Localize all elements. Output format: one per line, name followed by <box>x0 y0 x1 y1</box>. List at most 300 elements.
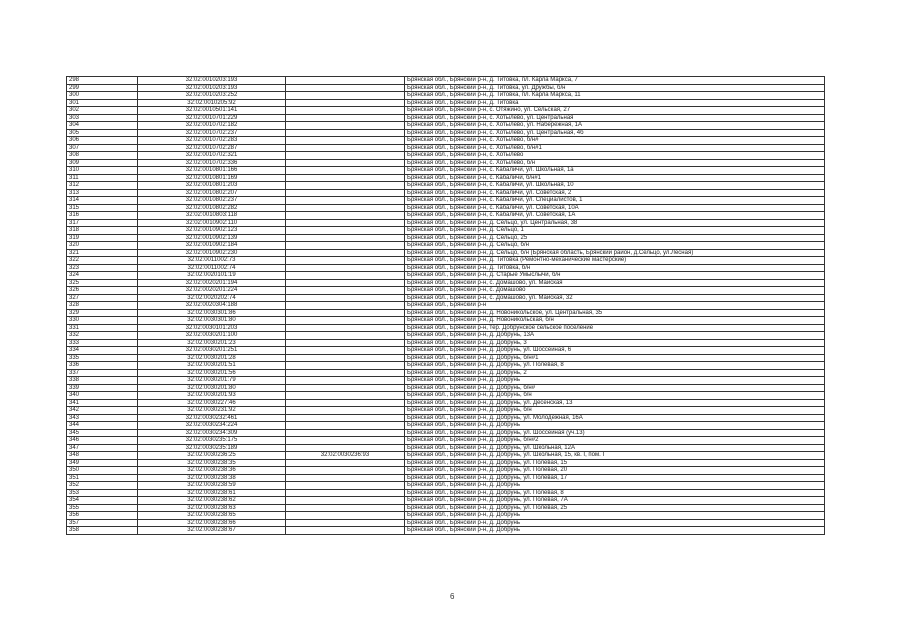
row-number-cell: 324 <box>67 272 138 280</box>
row-number-cell: 298 <box>67 77 138 85</box>
address-cell: Брянская обл., Брянский р-н, с. Кабаличи, ул. Советская, 1А <box>405 212 825 220</box>
cadastral-number-cell: 32:02:0030201:93 <box>138 392 286 400</box>
cadastral-number-cell: 32:02:0010702:287 <box>138 144 286 152</box>
cadastral-number-cell: 32:02:0030238:66 <box>138 519 286 527</box>
row-number-cell: 321 <box>67 249 138 257</box>
cadastral-number-cell: 32:02:0030234:224 <box>138 422 286 430</box>
table-row <box>67 467 825 475</box>
table-row <box>67 174 825 182</box>
row-number-cell: 319 <box>67 234 138 242</box>
table-row <box>67 212 825 220</box>
row-number-cell: 332 <box>67 332 138 340</box>
table-row <box>67 422 825 430</box>
cadastral-number-cell: 32:02:0010801:169 <box>138 174 286 182</box>
address-cell: Брянская обл., Брянский р-н, д. Сельцо, 1 <box>405 227 825 235</box>
cadastral-number-cell: 32:02:0010203:252 <box>138 92 286 100</box>
address-cell: Брянская обл., Брянский р-н, д. Добрунь, б/н#2 <box>405 437 825 445</box>
address-cell: Брянская обл., Брянский р-н, с. Хотылево, ул. Центральная <box>405 114 825 122</box>
address-cell: Брянская обл., Брянский р-н, д. Добрунь, б/н#1 <box>405 354 825 362</box>
row-number-cell: 301 <box>67 99 138 107</box>
cadastral-number-cell: 32:02:0010902:184 <box>138 242 286 250</box>
cadastral-number-cell: 32:02:0030238:35 <box>138 459 286 467</box>
row-number-cell: 320 <box>67 242 138 250</box>
table-row <box>67 99 825 107</box>
table-row <box>67 437 825 445</box>
table-row <box>67 279 825 287</box>
address-cell: Брянская обл., Брянский р-н, тер. Добрунское сельское поселение <box>405 324 825 332</box>
address-cell: Брянская обл., Брянский р-н, д. Добрунь, ул. Полевая, 15 <box>405 459 825 467</box>
related-cadastral-number-cell <box>286 159 405 167</box>
row-number-cell: 313 <box>67 189 138 197</box>
table-row <box>67 197 825 205</box>
row-number-cell: 315 <box>67 204 138 212</box>
related-cadastral-number-cell <box>286 92 405 100</box>
address-cell: Брянская обл., Брянский р-н, д. Добрунь, 3 <box>405 339 825 347</box>
table-row <box>67 497 825 505</box>
cadastral-number-cell: 32:02:0030238:59 <box>138 482 286 490</box>
address-cell: Брянская обл., Брянский р-н, с. Кабаличи, ул. Специалистов, 1 <box>405 197 825 205</box>
cadastral-number-cell: 32:02:0010205:92 <box>138 99 286 107</box>
row-number-cell: 325 <box>67 279 138 287</box>
related-cadastral-number-cell <box>286 264 405 272</box>
related-cadastral-number-cell <box>286 482 405 490</box>
address-cell: Брянская обл., Брянский р-н, д. Сельцо, 25 <box>405 234 825 242</box>
address-cell: Брянская обл., Брянский р-н, д. Сельцо, ул. Центральная, 38 <box>405 219 825 227</box>
row-number-cell: 331 <box>67 324 138 332</box>
cadastral-number-cell: 32:02:0010902:139 <box>138 234 286 242</box>
related-cadastral-number-cell <box>286 324 405 332</box>
related-cadastral-number-cell <box>286 279 405 287</box>
address-cell: Брянская обл., Брянский р-н, д. Сельцо, б/н <box>405 242 825 250</box>
table-row <box>67 362 825 370</box>
table-row <box>67 347 825 355</box>
cadastral-number-cell: 32:02:0010203:193 <box>138 84 286 92</box>
cadastral-number-cell: 32:02:0010702:182 <box>138 122 286 130</box>
table-row <box>67 512 825 520</box>
cadastral-number-cell: 32:02:0030201:100 <box>138 332 286 340</box>
address-cell: Брянская обл., Брянский р-н, с. Хотылево, б/н#1 <box>405 144 825 152</box>
related-cadastral-number-cell <box>286 189 405 197</box>
address-cell: Брянская обл., Брянский р-н, д. Добрунь, б/н <box>405 407 825 415</box>
related-cadastral-number-cell <box>286 257 405 265</box>
row-number-cell: 345 <box>67 429 138 437</box>
related-cadastral-number-cell <box>286 459 405 467</box>
table-row <box>67 414 825 422</box>
row-number-cell: 303 <box>67 114 138 122</box>
related-cadastral-number-cell <box>286 84 405 92</box>
cadastral-number-cell: 32:02:0020202:74 <box>138 294 286 302</box>
related-cadastral-number-cell <box>286 392 405 400</box>
address-cell: Брянская обл., Брянский р-н, д. Титовка, б/н <box>405 264 825 272</box>
related-cadastral-number-cell <box>286 362 405 370</box>
cadastral-number-cell: 32:02:0010702:321 <box>138 152 286 160</box>
address-cell: Брянская обл., Брянский р-н, с. Хотылево, ул. Центральная, 4б <box>405 129 825 137</box>
row-number-cell: 310 <box>67 167 138 175</box>
address-cell: Брянская обл., Брянский р-н, д. Добрунь, ул. Полевая, 17 <box>405 474 825 482</box>
related-cadastral-number-cell <box>286 474 405 482</box>
table-row <box>67 452 825 460</box>
row-number-cell: 338 <box>67 377 138 385</box>
related-cadastral-number-cell <box>286 249 405 257</box>
table-row <box>67 489 825 497</box>
table-row <box>67 324 825 332</box>
related-cadastral-number-cell <box>286 294 405 302</box>
address-cell: Брянская обл., Брянский р-н, д. Сельцо, б/н (Брянская область, Брянский район, д.Сельцо, ул.Лесная) <box>405 249 825 257</box>
table-row <box>67 182 825 190</box>
related-cadastral-number-cell <box>286 309 405 317</box>
address-cell: Брянская обл., Брянский р-н, д. Добрунь <box>405 422 825 430</box>
cadastral-number-cell: 32:02:0011002:73 <box>138 257 286 265</box>
cadastral-number-cell: 32:02:0010902:123 <box>138 227 286 235</box>
table-row <box>67 114 825 122</box>
row-number-cell: 322 <box>67 257 138 265</box>
row-number-cell: 353 <box>67 489 138 497</box>
row-number-cell: 323 <box>67 264 138 272</box>
row-number-cell: 356 <box>67 512 138 520</box>
address-cell: Брянская обл., Брянский р-н, с. Хотылево <box>405 152 825 160</box>
related-cadastral-number-cell <box>286 182 405 190</box>
cadastral-number-cell: 32:02:0010801:166 <box>138 167 286 175</box>
related-cadastral-number-cell <box>286 122 405 130</box>
address-cell: Брянская обл., Брянский р-н, с. Хотылево, б/н <box>405 159 825 167</box>
address-cell: Брянская обл., Брянский р-н, с. Кабаличи, ул. Школьная, 10 <box>405 182 825 190</box>
cadastral-number-cell: 32:02:0030238:62 <box>138 497 286 505</box>
related-cadastral-number-cell <box>286 489 405 497</box>
cadastral-number-cell: 32:02:0020201:194 <box>138 279 286 287</box>
cadastral-number-cell: 32:02:0010803:118 <box>138 212 286 220</box>
table-row <box>67 399 825 407</box>
row-number-cell: 343 <box>67 414 138 422</box>
table-row <box>67 107 825 115</box>
address-cell: Брянская обл., Брянский р-н, д. Добрунь, ул. Полевая, 7А <box>405 497 825 505</box>
cadastral-number-cell: 32:02:0030301:86 <box>138 309 286 317</box>
cadastral-number-cell: 32:02:0030231:92 <box>138 407 286 415</box>
row-number-cell: 299 <box>67 84 138 92</box>
address-cell: Брянская обл., Брянский р-н, д. Титовка (Ремонтно-механические мастерские) <box>405 257 825 265</box>
row-number-cell: 347 <box>67 444 138 452</box>
table-row <box>67 189 825 197</box>
address-cell: Брянская обл., Брянский р-н, д. Добрунь <box>405 377 825 385</box>
table-row <box>67 204 825 212</box>
row-number-cell: 344 <box>67 422 138 430</box>
row-number-cell: 312 <box>67 182 138 190</box>
page-number: 6 <box>450 592 455 601</box>
row-number-cell: 327 <box>67 294 138 302</box>
related-cadastral-number-cell <box>286 152 405 160</box>
address-cell: Брянская обл., Брянский р-н, с. Кабаличи, б/н#1 <box>405 174 825 182</box>
cadastral-number-cell: 32:02:0030238:36 <box>138 467 286 475</box>
row-number-cell: 309 <box>67 159 138 167</box>
related-cadastral-number-cell <box>286 414 405 422</box>
row-number-cell: 308 <box>67 152 138 160</box>
cadastral-number-cell: 32:02:0030201:56 <box>138 369 286 377</box>
address-cell: Брянская обл., Брянский р-н, д. Добрунь, ул. Полевая, 20 <box>405 467 825 475</box>
related-cadastral-number-cell <box>286 467 405 475</box>
table-row <box>67 354 825 362</box>
cadastral-number-cell: 32:02:0030238:63 <box>138 504 286 512</box>
row-number-cell: 326 <box>67 287 138 295</box>
cadastral-number-cell: 32:02:0030234:309 <box>138 429 286 437</box>
address-cell: Брянская обл., Брянский р-н, д. Добрунь <box>405 527 825 535</box>
cadastral-number-cell: 32:02:0010902:230 <box>138 249 286 257</box>
row-number-cell: 340 <box>67 392 138 400</box>
related-cadastral-number-cell <box>286 227 405 235</box>
row-number-cell: 317 <box>67 219 138 227</box>
row-number-cell: 329 <box>67 309 138 317</box>
row-number-cell: 306 <box>67 137 138 145</box>
cadastral-number-cell: 32:02:0030238:65 <box>138 512 286 520</box>
row-number-cell: 339 <box>67 384 138 392</box>
row-number-cell: 348 <box>67 452 138 460</box>
table-row <box>67 84 825 92</box>
table-row <box>67 137 825 145</box>
table-row <box>67 444 825 452</box>
address-cell: Брянская обл., Брянский р-н, с. Домашово <box>405 287 825 295</box>
cadastral-number-cell: 32:02:0010702:283 <box>138 137 286 145</box>
row-number-cell: 316 <box>67 212 138 220</box>
table-row <box>67 317 825 325</box>
related-cadastral-number-cell <box>286 504 405 512</box>
address-cell: Брянская обл., Брянский р-н, д. Титовка <box>405 99 825 107</box>
address-cell: Брянская обл., Брянский р-н, д. Добрунь, ул. Шоссейная, 6 <box>405 347 825 355</box>
related-cadastral-number-cell <box>286 377 405 385</box>
row-number-cell: 304 <box>67 122 138 130</box>
cadastral-number-cell: 32:02:0020201:224 <box>138 287 286 295</box>
row-number-cell: 349 <box>67 459 138 467</box>
address-cell: Брянская обл., Брянский р-н, д. Добрунь, ул. Десенская, 13 <box>405 399 825 407</box>
address-cell: Брянская обл., Брянский р-н, д. Добрунь, ул. Школьная, 12А <box>405 444 825 452</box>
related-cadastral-number-cell <box>286 272 405 280</box>
address-cell: Брянская обл., Брянский р-н, с. Хотылево, б/н# <box>405 137 825 145</box>
table-row <box>67 377 825 385</box>
related-cadastral-number-cell <box>286 512 405 520</box>
related-cadastral-number-cell <box>286 129 405 137</box>
related-cadastral-number-cell <box>286 407 405 415</box>
address-cell: Брянская обл., Брянский р-н, д. Добрунь, б/н <box>405 392 825 400</box>
address-cell: Брянская обл., Брянский р-н, д. Старые Умыслычи, б/н <box>405 272 825 280</box>
table-row <box>67 369 825 377</box>
related-cadastral-number-cell <box>286 519 405 527</box>
address-cell: Брянская обл., Брянский р-н, д. Добрунь, ул. Полевая, 8 <box>405 362 825 370</box>
cadastral-number-cell: 32:02:0010801:203 <box>138 182 286 190</box>
table-row <box>67 407 825 415</box>
related-cadastral-number-cell <box>286 167 405 175</box>
related-cadastral-number-cell <box>286 384 405 392</box>
address-cell: Брянская обл., Брянский р-н, д. Добрунь <box>405 482 825 490</box>
row-number-cell: 318 <box>67 227 138 235</box>
cadastral-number-cell: 32:02:0030201:23 <box>138 339 286 347</box>
address-cell: Брянская обл., Брянский р-н, с. Кабаличи, ул. Советская, 10А <box>405 204 825 212</box>
row-number-cell: 358 <box>67 527 138 535</box>
address-cell: Брянская обл., Брянский р-н, с. Домашово, ул. Майская, 32 <box>405 294 825 302</box>
table-row <box>67 392 825 400</box>
table-row <box>67 92 825 100</box>
related-cadastral-number-cell <box>286 99 405 107</box>
cadastral-number-cell: 32:02:0030227:46 <box>138 399 286 407</box>
row-number-cell: 357 <box>67 519 138 527</box>
row-number-cell: 307 <box>67 144 138 152</box>
row-number-cell: 300 <box>67 92 138 100</box>
related-cadastral-number-cell <box>286 144 405 152</box>
cadastral-number-cell: 32:02:0030238:61 <box>138 489 286 497</box>
address-cell: Брянская обл., Брянский р-н, д. Добрунь <box>405 512 825 520</box>
cadastral-number-cell: 32:02:0030101:203 <box>138 324 286 332</box>
table-row <box>67 159 825 167</box>
cadastral-number-cell: 32:02:0010802:207 <box>138 189 286 197</box>
table-row <box>67 227 825 235</box>
address-cell: Брянская обл., Брянский р-н, с. Кабаличи, ул. Школьная, 1а <box>405 167 825 175</box>
address-cell: Брянская обл., Брянский р-н, с. Домашово, ул. Майская <box>405 279 825 287</box>
table-row <box>67 287 825 295</box>
table-row <box>67 129 825 137</box>
cadastral-number-cell: 32:02:0011002:74 <box>138 264 286 272</box>
row-number-cell: 328 <box>67 302 138 310</box>
related-cadastral-number-cell <box>286 107 405 115</box>
table-row <box>67 122 825 130</box>
related-cadastral-number-cell <box>286 302 405 310</box>
related-cadastral-number-cell <box>286 422 405 430</box>
row-number-cell: 305 <box>67 129 138 137</box>
row-number-cell: 333 <box>67 339 138 347</box>
table-row <box>67 429 825 437</box>
table-row <box>67 152 825 160</box>
related-cadastral-number-cell <box>286 497 405 505</box>
related-cadastral-number-cell <box>286 332 405 340</box>
address-cell: Брянская обл., Брянский р-н, д. Добрунь, ул. Полевая, 8 <box>405 489 825 497</box>
row-number-cell: 352 <box>67 482 138 490</box>
row-number-cell: 302 <box>67 107 138 115</box>
related-cadastral-number-cell <box>286 197 405 205</box>
related-cadastral-number-cell <box>286 242 405 250</box>
related-cadastral-number-cell <box>286 437 405 445</box>
related-cadastral-number-cell <box>286 234 405 242</box>
address-cell: Брянская обл., Брянский р-н, д. Титовка, пл. Карла Маркса, 7 <box>405 77 825 85</box>
address-cell: Брянская обл., Брянский р-н, д. Добрунь, б/н# <box>405 384 825 392</box>
address-cell: Брянская обл., Брянский р-н, д. Добрунь, 2 <box>405 369 825 377</box>
table-row <box>67 339 825 347</box>
property-register-table <box>66 76 825 535</box>
related-cadastral-number-cell <box>286 444 405 452</box>
table-row <box>67 309 825 317</box>
address-cell: Брянская обл., Брянский р-н, д. Новоникольская, б/н <box>405 317 825 325</box>
table-row <box>67 332 825 340</box>
table-row <box>67 264 825 272</box>
table-row <box>67 504 825 512</box>
row-number-cell: 311 <box>67 174 138 182</box>
table-row <box>67 294 825 302</box>
address-cell: Брянская обл., Брянский р-н, д. Новоникольское, ул. Центральная, 35 <box>405 309 825 317</box>
related-cadastral-number-cell: 32:02:0030236:93 <box>286 452 405 460</box>
cadastral-number-cell: 32:02:0020101:19 <box>138 272 286 280</box>
related-cadastral-number-cell <box>286 77 405 85</box>
cadastral-number-cell: 32:02:0010802:282 <box>138 204 286 212</box>
row-number-cell: 350 <box>67 467 138 475</box>
cadastral-number-cell: 32:02:0010501:141 <box>138 107 286 115</box>
address-cell: Брянская обл., Брянский р-н, д. Добрунь, 13А <box>405 332 825 340</box>
cadastral-number-cell: 32:02:0030238:38 <box>138 474 286 482</box>
cadastral-number-cell: 32:02:0030201:51 <box>138 362 286 370</box>
cadastral-number-cell: 32:02:0030201:251 <box>138 347 286 355</box>
cadastral-number-cell: 32:02:0030201:79 <box>138 377 286 385</box>
address-cell: Брянская обл., Брянский р-н, с. Отяжино, ул. Сельская, 27 <box>405 107 825 115</box>
table-row <box>67 77 825 85</box>
related-cadastral-number-cell <box>286 527 405 535</box>
table-row <box>67 527 825 535</box>
table-row <box>67 482 825 490</box>
table-row <box>67 219 825 227</box>
cadastral-number-cell: 32:02:0010902:110 <box>138 219 286 227</box>
table-row <box>67 384 825 392</box>
table-row <box>67 257 825 265</box>
related-cadastral-number-cell <box>286 354 405 362</box>
table-row <box>67 519 825 527</box>
related-cadastral-number-cell <box>286 369 405 377</box>
row-number-cell: 330 <box>67 317 138 325</box>
row-number-cell: 346 <box>67 437 138 445</box>
table-row <box>67 302 825 310</box>
table-row <box>67 272 825 280</box>
related-cadastral-number-cell <box>286 204 405 212</box>
table-body <box>67 77 825 535</box>
related-cadastral-number-cell <box>286 219 405 227</box>
table-row <box>67 459 825 467</box>
address-cell: Брянская обл., Брянский р-н, д. Титовка, пл. Карла Маркса, 11 <box>405 92 825 100</box>
cadastral-number-cell: 32:02:0030238:67 <box>138 527 286 535</box>
cadastral-number-cell: 32:02:0030236:25 <box>138 452 286 460</box>
address-cell: Брянская обл., Брянский р-н, д. Добрунь <box>405 519 825 527</box>
related-cadastral-number-cell <box>286 114 405 122</box>
row-number-cell: 335 <box>67 354 138 362</box>
address-cell: Брянская обл., Брянский р-н, д. Добрунь, ул. Полевая, 25 <box>405 504 825 512</box>
cadastral-number-cell: 32:02:0010701:229 <box>138 114 286 122</box>
row-number-cell: 334 <box>67 347 138 355</box>
related-cadastral-number-cell <box>286 287 405 295</box>
table-row <box>67 249 825 257</box>
row-number-cell: 354 <box>67 497 138 505</box>
cadastral-number-cell: 32:02:0010702:237 <box>138 129 286 137</box>
cadastral-number-cell: 32:02:0030232:461 <box>138 414 286 422</box>
address-cell: Брянская обл., Брянский р-н <box>405 302 825 310</box>
address-cell: Брянская обл., Брянский р-н, с. Кабаличи, ул. Советская, 2 <box>405 189 825 197</box>
related-cadastral-number-cell <box>286 174 405 182</box>
address-cell: Брянская обл., Брянский р-н, д. Титовка, ул. Дружбы, б/н <box>405 84 825 92</box>
row-number-cell: 336 <box>67 362 138 370</box>
table-row <box>67 474 825 482</box>
address-cell: Брянская обл., Брянский р-н, с. Хотылево, ул. Набережная, 1А <box>405 122 825 130</box>
cadastral-number-cell: 32:02:0010802:237 <box>138 197 286 205</box>
related-cadastral-number-cell <box>286 212 405 220</box>
table-row <box>67 144 825 152</box>
related-cadastral-number-cell <box>286 429 405 437</box>
related-cadastral-number-cell <box>286 347 405 355</box>
row-number-cell: 341 <box>67 399 138 407</box>
row-number-cell: 337 <box>67 369 138 377</box>
cadastral-number-cell: 32:02:0030301:80 <box>138 317 286 325</box>
row-number-cell: 314 <box>67 197 138 205</box>
table-row <box>67 234 825 242</box>
cadastral-number-cell: 32:02:0030235:175 <box>138 437 286 445</box>
address-cell: Брянская обл., Брянский р-н, д. Добрунь, ул. Школьная, 15, кв. I, пом. I <box>405 452 825 460</box>
cadastral-number-cell: 32:02:0030201:28 <box>138 354 286 362</box>
address-cell: Брянская обл., Брянский р-н, д. Добрунь, ул. Молодежная, 16А <box>405 414 825 422</box>
related-cadastral-number-cell <box>286 137 405 145</box>
related-cadastral-number-cell <box>286 317 405 325</box>
cadastral-number-cell: 32:02:0010702:336 <box>138 159 286 167</box>
cadastral-number-cell: 32:02:0020304:188 <box>138 302 286 310</box>
row-number-cell: 355 <box>67 504 138 512</box>
related-cadastral-number-cell <box>286 399 405 407</box>
cadastral-number-cell: 32:02:0030201:80 <box>138 384 286 392</box>
